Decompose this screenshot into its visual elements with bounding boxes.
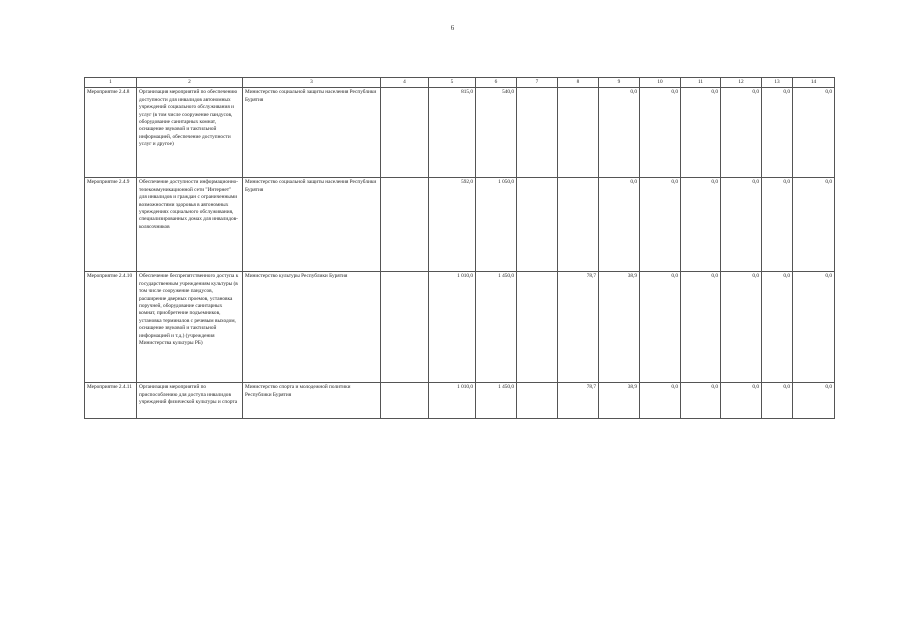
value-col-11: 0,0 bbox=[681, 178, 721, 272]
table-row bbox=[85, 272, 835, 383]
header-cell: 14 bbox=[793, 78, 835, 88]
value-col-7 bbox=[517, 272, 558, 383]
value-col-13: 0,0 bbox=[762, 178, 793, 272]
header-cell: 12 bbox=[721, 78, 762, 88]
value-col-12: 0,0 bbox=[721, 383, 762, 419]
value-col-8: 78,7 bbox=[558, 272, 599, 383]
value-col-10: 0,0 bbox=[640, 383, 681, 419]
table-row bbox=[85, 178, 835, 272]
value-col-9: 0,0 bbox=[599, 88, 640, 178]
value-col-13: 0,0 bbox=[762, 88, 793, 178]
header-cell: 1 bbox=[85, 78, 137, 88]
value-col-11: 0,0 bbox=[681, 272, 721, 383]
header-cell: 2 bbox=[137, 78, 243, 88]
header-row bbox=[85, 78, 835, 88]
value-col-4 bbox=[381, 383, 429, 419]
value-col-14: 0,0 bbox=[793, 272, 835, 383]
header-cell: 13 bbox=[762, 78, 793, 88]
value-col-4 bbox=[381, 272, 429, 383]
responsible-agency: Министерство спорта и молодежной политики Республики Бурятия bbox=[243, 383, 381, 419]
value-col-14: 0,0 bbox=[793, 383, 835, 419]
header-cell: 9 bbox=[599, 78, 640, 88]
value-col-6: 1 450,0 bbox=[476, 272, 517, 383]
event-description: Организация мероприятий по обеспечению доступности для инвалидов автономных учреждений социального обслуживания и услуг (в том числе сооружение пандусов, оборудование санитарных комнат, оснащение звуковой и тактильной информацией, обеспечение доступности услуг и другое) bbox=[137, 88, 243, 178]
event-code: Мероприятие 2.4.11 bbox=[85, 383, 137, 419]
value-col-12: 0,0 bbox=[721, 88, 762, 178]
header-cell: 6 bbox=[476, 78, 517, 88]
event-code: Мероприятие 2.4.8 bbox=[85, 88, 137, 178]
value-col-6: 1 450,0 bbox=[476, 383, 517, 419]
event-description: Обеспечение беспрепятственного доступа к государственным учреждениям культуры (в том числе сооружение пандусов, расширение дверных проемов, установка поручней, оборудование санитарных комнат, приобретение подъемников, установка терминалов с речевым выходом, оснащение звуковой и тактильной информацией и т.д.) (учреждения Министерства культуры РБ) bbox=[137, 272, 243, 383]
table-row bbox=[85, 88, 835, 178]
value-col-9: 38,9 bbox=[599, 272, 640, 383]
value-col-5: 1 010,0 bbox=[429, 383, 476, 419]
value-col-9: 0,0 bbox=[599, 178, 640, 272]
value-col-7 bbox=[517, 383, 558, 419]
value-col-9: 38,9 bbox=[599, 383, 640, 419]
header-cell: 5 bbox=[429, 78, 476, 88]
value-col-10: 0,0 bbox=[640, 88, 681, 178]
header-cell: 11 bbox=[681, 78, 721, 88]
value-col-8 bbox=[558, 88, 599, 178]
value-col-11: 0,0 bbox=[681, 383, 721, 419]
value-col-8: 78,7 bbox=[558, 383, 599, 419]
value-col-13: 0,0 bbox=[762, 383, 793, 419]
value-col-11: 0,0 bbox=[681, 88, 721, 178]
value-col-8 bbox=[558, 178, 599, 272]
value-col-7 bbox=[517, 178, 558, 272]
value-col-10: 0,0 bbox=[640, 272, 681, 383]
header-cell: 8 bbox=[558, 78, 599, 88]
value-col-13: 0,0 bbox=[762, 272, 793, 383]
value-col-12: 0,0 bbox=[721, 272, 762, 383]
event-code: Мероприятие 2.4.9 bbox=[85, 178, 137, 272]
responsible-agency: Министерство социальной защиты населения Республики Бурятия bbox=[243, 88, 381, 178]
page-number: 6 bbox=[450, 24, 455, 32]
value-col-5: 1 010,0 bbox=[429, 272, 476, 383]
program-table bbox=[84, 77, 835, 419]
event-code: Мероприятие 2.4.10 bbox=[85, 272, 137, 383]
value-col-4 bbox=[381, 88, 429, 178]
value-col-14: 0,0 bbox=[793, 178, 835, 272]
responsible-agency: Министерство социальной защиты населения Республики Бурятия bbox=[243, 178, 381, 272]
value-col-7 bbox=[517, 88, 558, 178]
event-description: Организация мероприятий по приспособлению для доступа инвалидов учреждений физической культуры и спорта bbox=[137, 383, 243, 419]
header-cell: 3 bbox=[243, 78, 381, 88]
event-description: Обеспечение доступности информационно-телекоммуникационной сети "Интернет" для инвалидов и граждан с ограниченными возможностями здоровья в автономных учреждениях социального обслуживания, специализированных домах для инвалидов-колясочников bbox=[137, 178, 243, 272]
value-col-14: 0,0 bbox=[793, 88, 835, 178]
responsible-agency: Министерство культуры Республики Бурятия bbox=[243, 272, 381, 383]
value-col-12: 0,0 bbox=[721, 178, 762, 272]
value-col-4 bbox=[381, 178, 429, 272]
value-col-5: 592,0 bbox=[429, 178, 476, 272]
value-col-5: 815,0 bbox=[429, 88, 476, 178]
table-row bbox=[85, 383, 835, 419]
value-col-6: 540,0 bbox=[476, 88, 517, 178]
header-cell: 10 bbox=[640, 78, 681, 88]
value-col-6: 1 050,0 bbox=[476, 178, 517, 272]
header-cell: 7 bbox=[517, 78, 558, 88]
header-cell: 4 bbox=[381, 78, 429, 88]
value-col-10: 0,0 bbox=[640, 178, 681, 272]
